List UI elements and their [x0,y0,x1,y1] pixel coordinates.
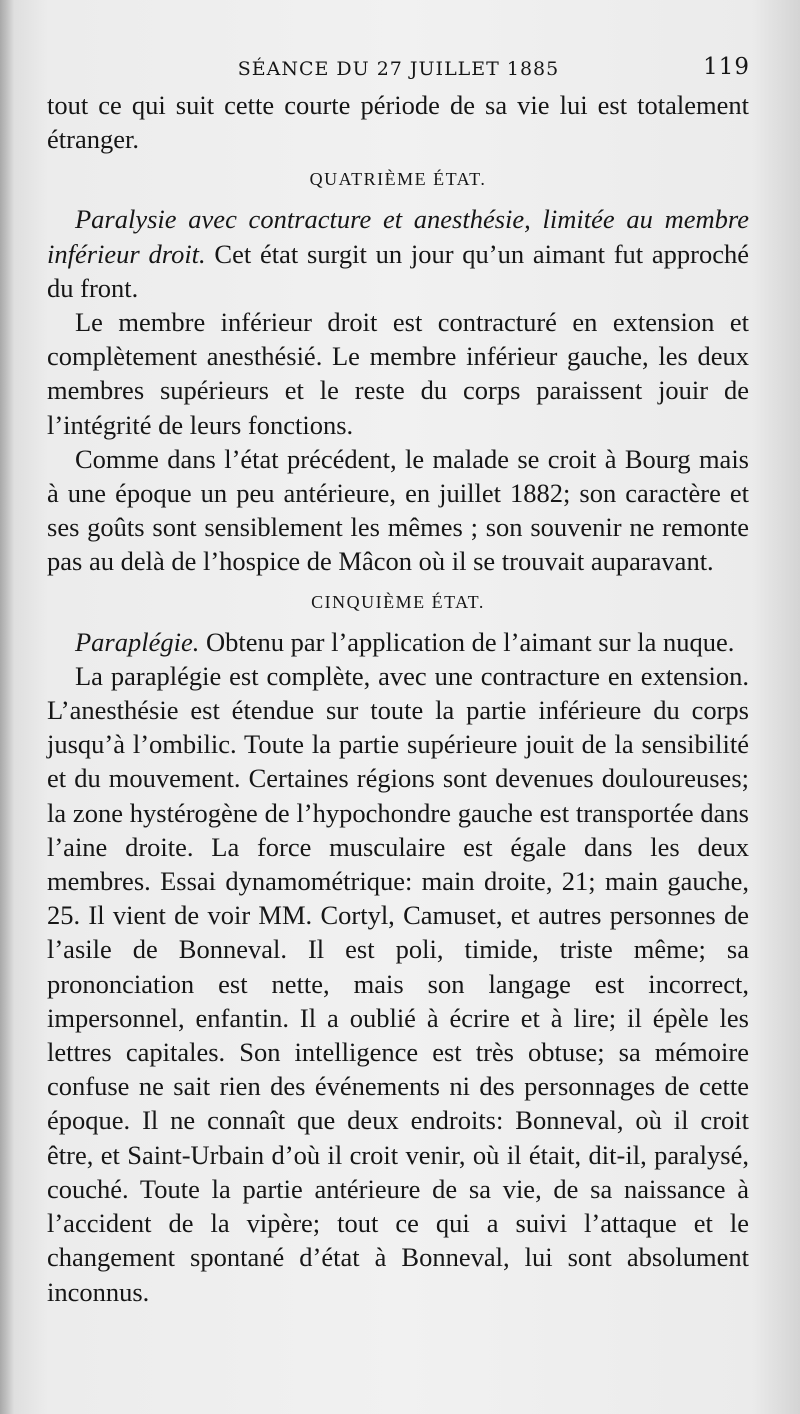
paragraph-cinquieme-intro [47,625,749,659]
paragraph-etat-precedent: Comme dans l’état précédent, le malade se croit à Bourg mais à une époque un peu antérieure, en juillet 1882; son caractère et ses goûts sont sensiblement les mêmes ; son souvenir ne remonte pas au delà de l’hospice de Mâcon où il se trouvait auparavant. [47,443,749,577]
page-gutter-shadow [0,0,14,1414]
page-number: 119 [703,54,750,80]
page-body [47,88,749,1309]
running-title: SÉANCE DU 27 JUILLET 1885 [237,58,560,80]
paragraph-text: Cet état surgit un jour qu’un aimant fut approché du front. [47,238,749,303]
section-heading-cinquieme-etat: CINQUIÈME ÉTAT. [311,591,485,612]
italic-diagnosis: Paralysie avec contracture et anesthésie, limitée au membre inférieur droit. [47,204,749,269]
page-header [47,40,750,80]
section-heading-quatrieme-etat: QUATRIÈME ÉTAT. [309,169,487,190]
paragraph-paraplegie: La paraplégie est complète, avec une contracture en extension. L’anesthésie est étendue sur toute la partie inférieure du corps jusqu’à l’ombilic. Toute la partie supérieure jouit de la sensibilité et du mouvement. Certaines régions sont devenues douloureuses; la zone hystérogène de l’hypochondre gauche est transportée dans l’aine droite. La force musculaire est égale dans les deux membres. Essai dynamométrique: main droite, 21; main gauche, 25. Il vient de voir MM. Cortyl, Camuset, et autres personnes de l’asile de Bonneval. Il est poli, timide, triste même; sa prononciation est nette, mais son langage est incorrect, impersonnel, enfantin. Il a oublié à écrire et à lire; il épèle les lettres capitales. Son intelligence est très obtuse; sa mémoire confuse ne sait rien des événements ni des personnages de cette époque. Il ne connaît que deux endroits: Bonneval, où il croit être, et Saint-Urbain d’où il croit venir, où il était, dit-il, paralysé, couché. Toute la partie antérieure de sa vie, de sa naissance à l’accident de la vipère; tout ce qui a suivi l’attaque et le changement spontané d’état à Bonneval, lui sont absolument inconnus. [47,660,749,1307]
italic-diagnosis: Paraplégie. [75,626,200,657]
paragraph-quatrieme-intro [47,202,749,305]
paragraph-membre-inferieur: Le membre inférieur droit est contracturé en extension et complètement anesthésié. Le membre inférieur gauche, les deux membres supérieurs et le reste du corps paraissent jouir de l’intégrité de leurs fonctions. [47,307,749,440]
paragraph-text: Obtenu par l’application de l’aimant sur la nuque. [199,626,735,657]
paragraph-continuation: tout ce qui suit cette courte période de sa vie lui est totalement étranger. [47,90,749,155]
